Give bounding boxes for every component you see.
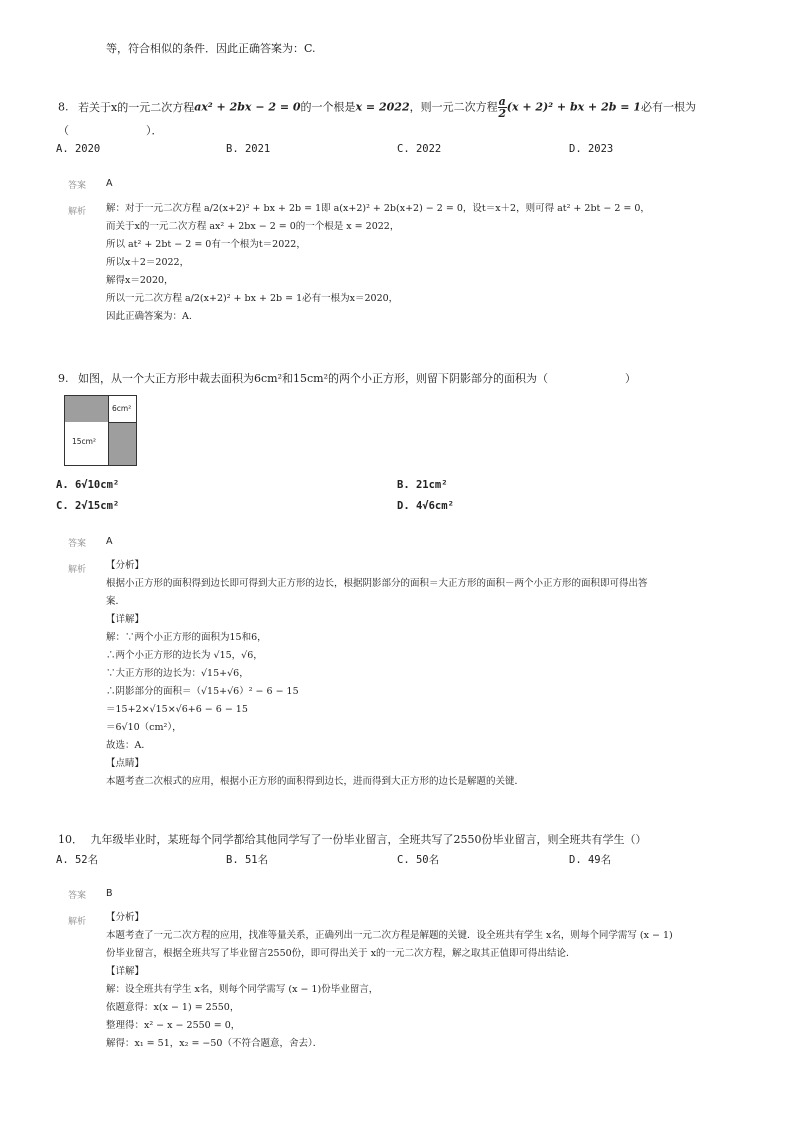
q9-solution-line: ∵大正方形的边长为：√15+√6， [106, 668, 249, 679]
q9-option-b[interactable]: B. 21cm² [397, 479, 448, 491]
q8-solution-line: 所以x＋2＝2022， [106, 257, 190, 268]
q10-solution-line: 解得：x₁ = 51，x₂ = −50（不符合题意，舍去）． [106, 1038, 323, 1049]
q9-solution-line: ＝6√10（cm²）， [106, 722, 182, 733]
q9-answer-label: 答案 [68, 539, 87, 549]
q10-option-a[interactable]: A. 52名 [56, 854, 99, 866]
q9-solution-line: 【分析】 [106, 560, 145, 571]
q9-text: 如图，从一个大正方形中裁去面积为6cm²和15cm²的两个小正方形，则留下阴影部分的面积为（ ） [78, 372, 636, 385]
q10-solution-line: 整理得：x² − x − 2550 = 0， [106, 1020, 241, 1031]
q10-text: 九年级毕业时，某班每个同学都给其他同学写了一份毕业留言，全班共写了2550份毕业留言，则全班共有学生（） [90, 833, 647, 846]
q8-solution-line: 而关于x的一元二次方程 ax² + 2bx − 2 = 0的一个根是 x = 2022， [106, 221, 400, 232]
q8-eq2: (x + 2)² + bx + 2b = 1 [506, 100, 641, 114]
q9-option-c[interactable]: C. 2√15cm² [56, 500, 120, 512]
q8-solution [106, 200, 650, 326]
q10-solution-line: 份毕业留言，根据全班共写了毕业留言2550份，即可得出关于 x的一元二次方程，解之取其正值即可得出结论． [106, 948, 576, 959]
q10-solution-line: 依题意得：x(x − 1) = 2550， [106, 1002, 240, 1013]
q8-option-c[interactable]: C. 2022 [397, 143, 442, 155]
q8-stem [58, 96, 696, 119]
q10-answer: B [106, 888, 113, 899]
q8-eq1: ax² + 2bx − 2 = 0 [194, 100, 301, 114]
q8-frac: $\frac{a}{2}$ [498, 95, 506, 120]
q8-solution-line: 因此正确答案为：A. [106, 311, 192, 322]
q9-solution-line: ＝15+2×√15×√6+6 − 6 − 15 [106, 704, 248, 715]
q9-solution-line: 【详解】 [106, 614, 145, 625]
q10-solution-line: 【分析】 [106, 912, 145, 923]
q8-analysis-label: 解析 [68, 207, 87, 217]
q10-solution-line: 解：设全班共有学生 x名，则每个同学需写 (x − 1)份毕业留言， [106, 984, 379, 995]
q10-solution [106, 909, 673, 1053]
q8-text-b: 的一个根是 [300, 100, 356, 114]
q8-option-a[interactable]: A. 2020 [56, 143, 101, 155]
q9-solution-line: 根据小正方形的面积得到边长即可得到大正方形的边长，根据阴影部分的面积＝大正方形的面积－两个小正方形的面积即可得出答 [106, 578, 648, 589]
q8-answer-label: 答案 [68, 181, 87, 191]
q9-solution-line: 故选：A． [106, 740, 151, 751]
q10-answer-label: 答案 [68, 891, 87, 901]
q8-solution-line: 解得x＝2020， [106, 275, 174, 286]
q10-solution-line: 本题考查了一元二次方程的应用，找准等量关系，正确列出一元二次方程是解题的关键．设全班共有学生 x名，则每个同学需写 (x − 1) [106, 930, 673, 941]
small-square-label: 6cm² [112, 404, 132, 413]
q9-solution-line: 案． [106, 596, 126, 607]
q8-solution-line: 所以 at² + 2bt − 2 = 0有一个根为t＝2022， [106, 239, 306, 250]
q10-option-d[interactable]: D. 49名 [569, 854, 612, 866]
q9-option-a[interactable]: A. 6√10cm² [56, 479, 120, 491]
q8-option-b[interactable]: B. 2021 [226, 143, 271, 155]
q8-answer: A [106, 178, 113, 189]
q8-solution-line: 所以一元二次方程 a/2(x+2)² + bx + 2b = 1必有一根为x＝2020， [106, 293, 399, 304]
q8-solution-line: 解：对于一元二次方程 a/2(x+2)² + bx + 2b = 1即 a(x+2)² + 2b(x+2) − 2 = 0，设t＝x＋2，则可得 at² + 2bt − 2 = 0， [106, 203, 650, 214]
q8-number: 8. [58, 100, 69, 114]
small-square [108, 396, 136, 423]
q9-analysis-label: 解析 [68, 565, 87, 575]
q9-option-d[interactable]: D. 4√6cm² [397, 500, 454, 512]
q10-option-b[interactable]: B. 51名 [226, 854, 269, 866]
q9-solution-line: 【点睛】 [106, 758, 145, 769]
q9-solution-line: ∴两个小正方形的边长为 √15，√6， [106, 650, 263, 661]
q9-answer: A [106, 536, 113, 547]
q9-solution-line: 解：∵两个小正方形的面积为15和6， [106, 632, 267, 643]
q10-number: 10． [58, 833, 83, 846]
top-line: 等，符合相似的条件．因此正确答案为：C. [106, 42, 316, 55]
q8-option-d[interactable]: D. 2023 [569, 143, 614, 155]
large-square-label: 15cm² [72, 437, 96, 446]
q10-stem [58, 831, 647, 847]
q8-text-a: 若关于x的一元二次方程 [78, 100, 195, 114]
q9-solution-line: 本题考查二次根式的应用，根据小正方形的面积得到边长，进而得到大正方形的边长是解题的关键． [106, 776, 525, 787]
q8-text-c: ，则一元二次方程 [409, 100, 498, 114]
q10-option-c[interactable]: C. 50名 [397, 854, 440, 866]
q8-text-d: 必有一根为 [640, 100, 696, 114]
q8-root: x = 2022 [355, 100, 410, 114]
q10-solution-line: 【详解】 [106, 966, 145, 977]
q10-analysis-label: 解析 [68, 917, 87, 927]
squares-figure [64, 395, 137, 466]
q8-blank: （ ）． [58, 124, 163, 137]
q9-stem [58, 370, 636, 386]
large-square [65, 422, 109, 465]
q9-solution [106, 557, 648, 791]
q9-solution-line: ∴阴影部分的面积＝（√15+√6）² − 6 − 15 [106, 686, 299, 697]
q9-number: 9. [58, 372, 69, 385]
